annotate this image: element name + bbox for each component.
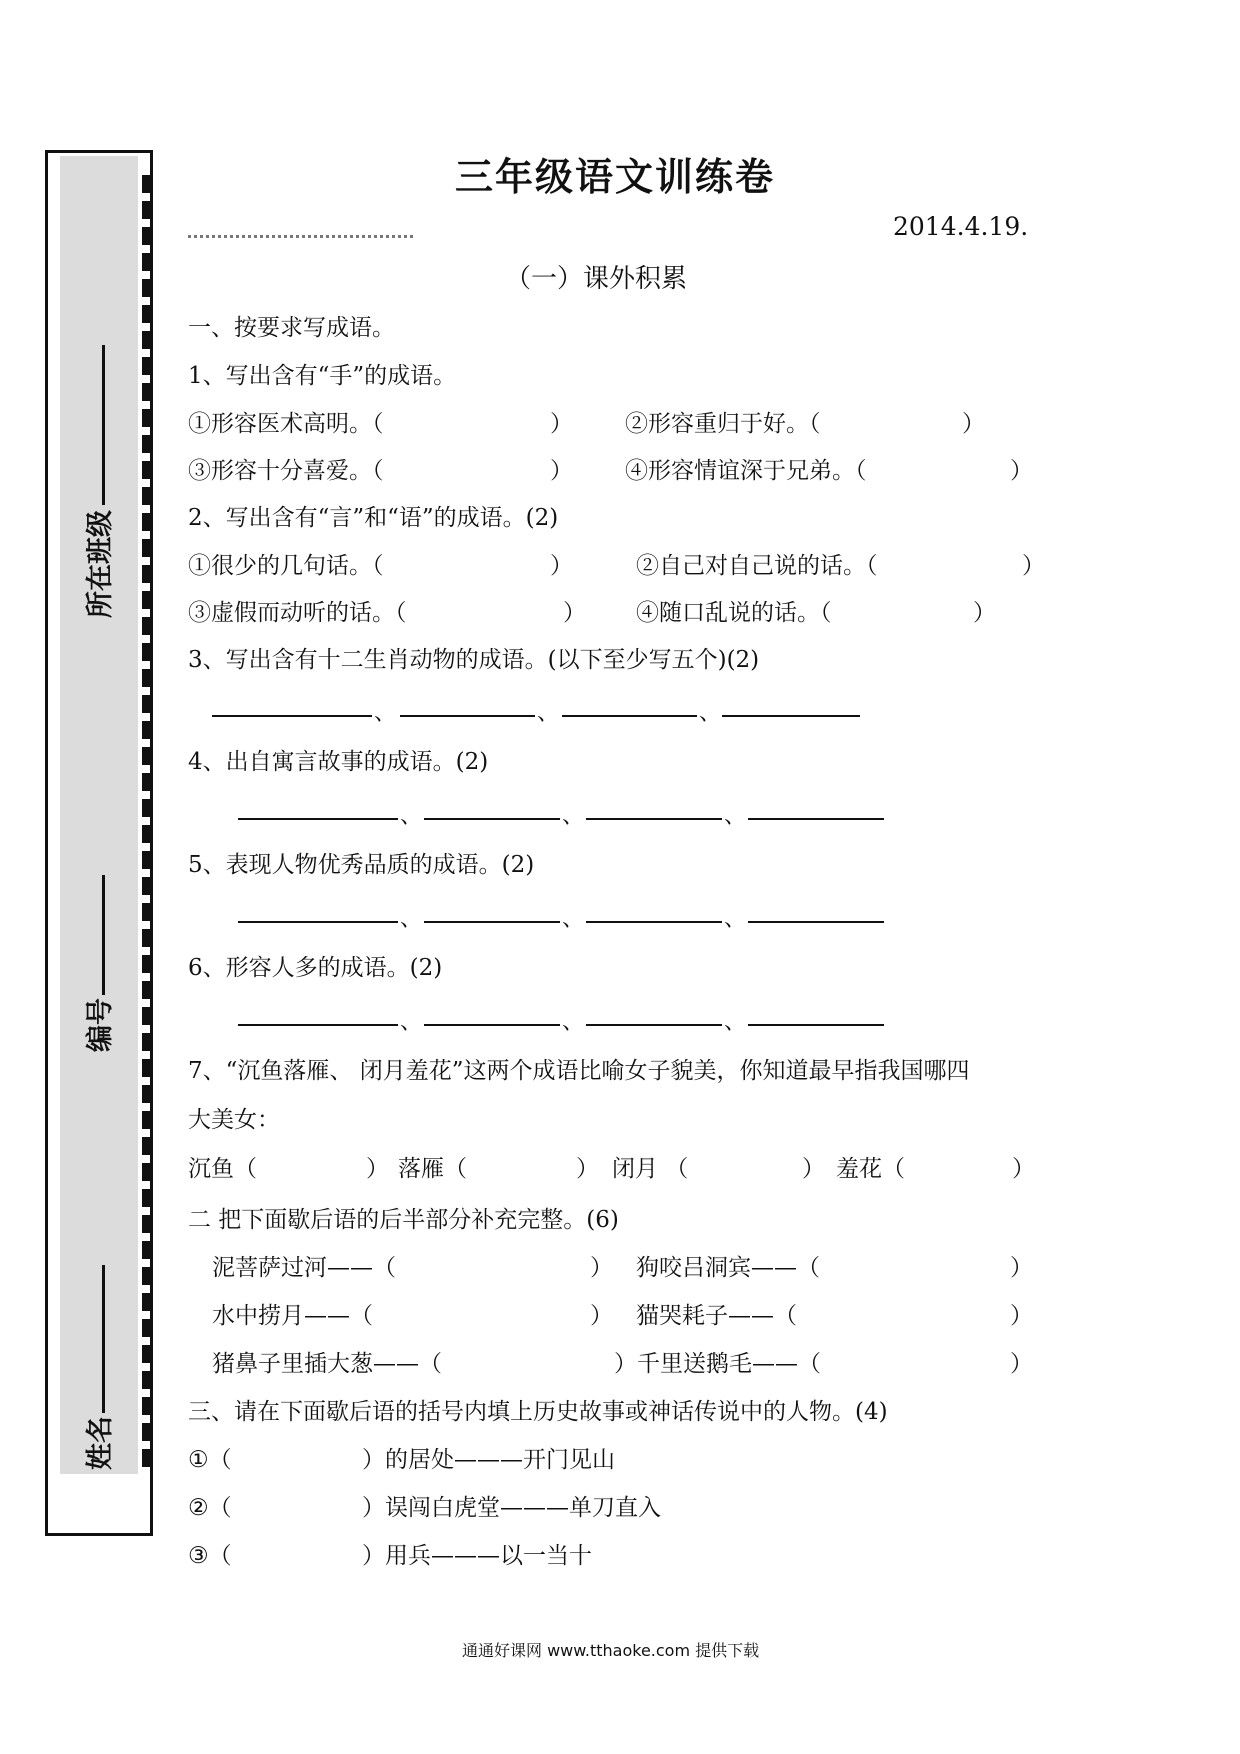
xiehouyu-item-b: 狗咬吕洞宾——（ (636, 1255, 820, 1281)
separator: 、 (400, 907, 423, 932)
section-heading: （一）课外积累 (505, 264, 688, 294)
page-title: 三年级语文训练卷 (455, 155, 776, 199)
name-label: 姓名 (85, 1416, 116, 1470)
part1-heading: 一、按要求写成语。 (188, 315, 395, 341)
answer-line[interactable] (424, 818, 560, 820)
xiehouyu-item-f: ）千里送鹅毛——（ (614, 1351, 821, 1377)
q1-close-b: ） (962, 411, 985, 437)
q7-close-d: ） (1012, 1156, 1035, 1182)
q2-close-d: ） (973, 600, 996, 626)
answer-line[interactable] (722, 715, 860, 717)
answer-line[interactable] (562, 715, 697, 717)
separator: 、 (724, 1010, 747, 1035)
footer-credit: 通通好课网 www.tthaoke.com 提供下载 (462, 1641, 760, 1660)
q5-prompt: 5、表现人物优秀品质的成语。(2) (188, 852, 535, 878)
separator: 、 (400, 1010, 423, 1035)
answer-line[interactable] (748, 818, 884, 820)
q2-close-b: ） (1022, 553, 1045, 579)
separator: 、 (699, 701, 722, 726)
q1-close-d: ） (1010, 458, 1033, 484)
q1-prompt: 1、写出含有“手”的成语。 (188, 363, 457, 389)
q7-item-c: 闭月 （ (612, 1156, 689, 1182)
figure-item-c-open: ③（ (188, 1543, 232, 1569)
figure-item-c: ）用兵———以一当十 (362, 1543, 592, 1569)
q7-item-a: 沉鱼（ (188, 1156, 257, 1182)
separator: 、 (724, 804, 747, 829)
q1-close-c: ） (550, 458, 573, 484)
answer-line[interactable] (238, 1024, 398, 1026)
q2-prompt: 2、写出含有“言”和“语”的成语。(2) (188, 505, 559, 531)
q2-item-c: ③虚假而动听的话。（ (188, 600, 407, 626)
xiehouyu-close-c: ） (590, 1303, 613, 1329)
separator: 、 (562, 804, 585, 829)
q4-prompt: 4、出自寓言故事的成语。(2) (188, 749, 489, 775)
figure-item-a-open: ①（ (188, 1447, 232, 1473)
class-fill-line[interactable] (102, 345, 105, 505)
exam-date: 2014.4.19. (893, 212, 1029, 241)
answer-line[interactable] (212, 715, 372, 717)
figure-item-a: ）的居处———开门见山 (362, 1447, 615, 1473)
answer-line[interactable] (748, 1024, 884, 1026)
q1-item-c: ③形容十分喜爱。（ (188, 458, 384, 484)
class-label: 所在班级 (85, 510, 116, 618)
cut-line (142, 175, 151, 1475)
answer-line[interactable] (400, 715, 535, 717)
xiehouyu-item-d: 猫哭耗子——（ (636, 1303, 797, 1329)
q2-item-b: ②自己对自己说的话。（ (636, 553, 878, 579)
separator: 、 (374, 701, 397, 726)
number-fill-line[interactable] (102, 875, 105, 995)
q7-close-c: ） (802, 1156, 825, 1182)
q7-close-b: ） (576, 1156, 599, 1182)
xiehouyu-close-b: ） (1010, 1255, 1033, 1281)
q2-item-d: ④随口乱说的话。（ (636, 600, 832, 626)
part3-heading: 三、请在下面歇后语的括号内填上历史故事或神话传说中的人物。(4) (188, 1399, 888, 1425)
q3-prompt: 3、写出含有十二生肖动物的成语。(以下至少写五个)(2) (188, 647, 760, 673)
separator: 、 (400, 804, 423, 829)
figure-item-b: ）误闯白虎堂———单刀直入 (362, 1495, 661, 1521)
xiehouyu-item-e: 猪鼻子里插大葱——（ (212, 1351, 442, 1377)
answer-line[interactable] (586, 818, 722, 820)
q1-close-a: ） (550, 411, 573, 437)
q2-close-c: ） (563, 600, 586, 626)
q2-item-a: ①很少的几句话。（ (188, 553, 384, 579)
answer-line[interactable] (586, 1024, 722, 1026)
q2-close-a: ） (550, 553, 573, 579)
number-label: 编号 (85, 998, 116, 1052)
figure-item-b-open: ②（ (188, 1495, 232, 1521)
xiehouyu-close-a: ） (590, 1255, 613, 1281)
answer-line[interactable] (748, 921, 884, 923)
answer-line[interactable] (238, 818, 398, 820)
separator: 、 (562, 1010, 585, 1035)
separator: 、 (537, 701, 560, 726)
answer-line[interactable] (424, 921, 560, 923)
separator: 、 (562, 907, 585, 932)
q7-item-d: 羞花（ (836, 1156, 905, 1182)
part2-heading: 二 把下面歇后语的后半部分补充完整。(6) (188, 1207, 619, 1233)
xiehouyu-item-c: 水中捞月——（ (212, 1303, 373, 1329)
q6-prompt: 6、形容人多的成语。(2) (188, 955, 443, 981)
q7-item-b: 落雁（ (398, 1156, 467, 1182)
answer-line[interactable] (424, 1024, 560, 1026)
xiehouyu-item-a: 泥菩萨过河——（ (212, 1255, 396, 1281)
xiehouyu-close-f: ） (1010, 1351, 1033, 1377)
answer-line[interactable] (586, 921, 722, 923)
q7-line1: 7、“沉鱼落雁、 闭月羞花”这两个成语比喻女子貌美，你知道最早指我国哪四 (188, 1058, 970, 1084)
xiehouyu-close-d: ） (1010, 1303, 1033, 1329)
name-fill-line[interactable] (102, 1265, 105, 1413)
dotted-rule (188, 235, 413, 238)
q7-close-a: ） (366, 1156, 389, 1182)
answer-line[interactable] (238, 921, 398, 923)
q1-item-b: ②形容重归于好。（ (625, 411, 821, 437)
separator: 、 (724, 907, 747, 932)
q1-item-d: ④形容情谊深于兄弟。（ (625, 458, 867, 484)
q1-item-a: ①形容医术高明。（ (188, 411, 384, 437)
q7-line2: 大美女： (188, 1107, 280, 1133)
binding-strip-shade (60, 156, 138, 1474)
